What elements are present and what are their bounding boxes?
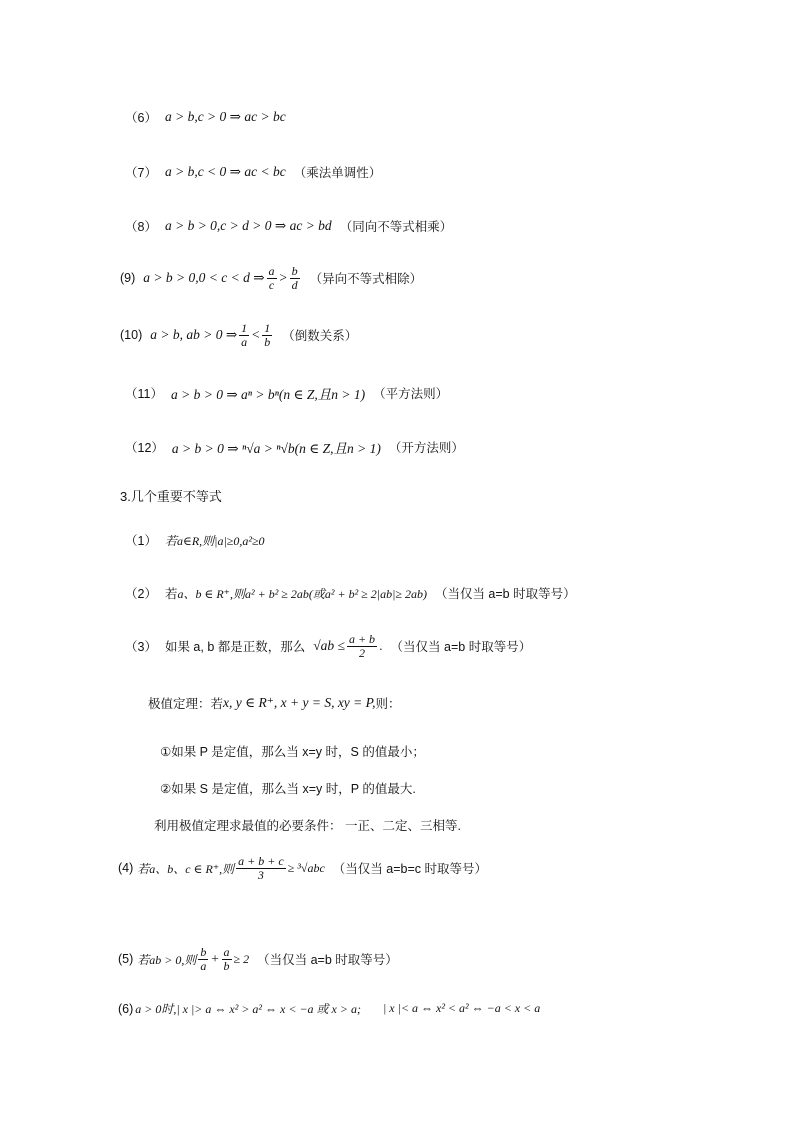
note: （平方法则）	[373, 387, 449, 401]
note: （乘法单调性）	[293, 166, 382, 180]
note: （倒数关系）	[282, 329, 358, 344]
item-number: （8）	[125, 220, 157, 234]
line-9	[120, 265, 422, 291]
fraction-b-over-a: $\frac{b}{a}$	[200, 945, 207, 973]
formula: 若a、b、c ∈ R⁺,则	[137, 861, 235, 876]
formula: ≥ ³√abc	[287, 860, 325, 875]
lead-text: 极值定理：若	[148, 697, 224, 711]
line-10	[120, 322, 357, 348]
line-7	[125, 163, 381, 181]
lead-text: 如果 a, b 都是正数，那么	[164, 640, 306, 655]
formula: a > b,c > 0 ⇒ ac > bc	[164, 109, 286, 124]
line-8	[125, 217, 452, 235]
item-number: （1）	[125, 534, 157, 548]
operator: +	[210, 951, 220, 967]
fraction-1-over-b: $\frac{1}{b}$	[264, 321, 271, 349]
operator: >	[278, 270, 288, 286]
ineq-6	[118, 1000, 540, 1017]
section-heading	[120, 486, 222, 505]
formula: x, y ∈ R⁺, x + y = S, xy = P,	[223, 695, 376, 710]
fraction-mean: $\frac{a + b}{2}$	[348, 632, 376, 660]
fraction-b-over-d: $\frac{b}{d}$	[291, 264, 298, 292]
note: （当仅当 a=b 时取等号）	[434, 587, 576, 601]
period: .	[379, 639, 383, 654]
formula: a > b > 0 ⇒ aⁿ > bⁿ(n ∈ Z,且n > 1)	[170, 387, 366, 402]
section-title: 3.几个重要不等式	[120, 489, 222, 504]
item-number: (4)	[118, 861, 134, 876]
item-number: （3）	[125, 640, 157, 655]
line-6	[125, 108, 286, 126]
fraction-a-over-b: $\frac{a}{b}$	[223, 945, 230, 973]
ineq-1	[125, 531, 265, 549]
formula: a > b > 0 ⇒ ⁿ√a > ⁿ√b(n ∈ Z,且n > 1)	[171, 441, 381, 456]
item-number: (6)	[118, 1001, 134, 1016]
condition-text: 利用极值定理求最值的必要条件： 一正、二定、三相等.	[154, 819, 461, 833]
note: （同向不等式相乘）	[339, 220, 453, 234]
formula: a > b > 0,0 < c < d ⇒	[143, 270, 265, 286]
item-number: (9)	[120, 271, 136, 286]
case-2	[160, 779, 416, 797]
item-number: （11）	[125, 387, 163, 401]
tail-text: 则：	[375, 697, 401, 711]
ineq-3	[125, 633, 531, 659]
note: （异向不等式相除）	[309, 272, 423, 287]
formula: 若a∈R,则|a|≥0,a²≥0	[164, 533, 265, 548]
note: （当仅当 a=b=c 时取等号）	[332, 862, 487, 877]
formula: 若ab > 0,则	[137, 952, 197, 967]
fraction-mean-3: $\frac{a + b + c}{3}$	[238, 854, 284, 882]
operator: <	[251, 327, 261, 343]
line-12	[125, 437, 464, 457]
necessary-conditions	[154, 816, 461, 834]
item-number: (5)	[118, 952, 134, 967]
ineq-2	[125, 584, 576, 602]
note: （当仅当 a=b 时取等号）	[390, 640, 532, 655]
ineq-5	[118, 946, 398, 972]
item-number: （6）	[125, 111, 157, 125]
note: （开方法则）	[388, 441, 464, 455]
item-number: （7）	[125, 166, 157, 180]
item-number: (10)	[120, 328, 143, 343]
formula: a > b, ab > 0 ⇒	[150, 327, 238, 343]
fraction-1-over-a: $\frac{1}{a}$	[241, 321, 248, 349]
formula: a > 0时,| x |> a ⇔ x² > a² ⇔ x < −a 或 x > a;	[135, 1002, 361, 1016]
formula: a > b > 0,c > d > 0 ⇒ ac > bd	[164, 218, 332, 233]
item-number: （12）	[125, 441, 164, 455]
formula: √ab ≤	[313, 638, 345, 654]
formula: ≥ 2	[233, 951, 250, 966]
note: （当仅当 a=b 时取等号）	[257, 953, 398, 968]
extreme-theorem	[148, 694, 401, 712]
case-text: ②如果 S 是定值，那么当 x=y 时，P 的值最大.	[160, 782, 416, 796]
line-11	[125, 383, 448, 403]
item-number: （2）	[125, 587, 157, 601]
lead-text: 若	[164, 587, 178, 601]
ineq-4	[118, 855, 487, 881]
fraction-a-over-c: $\frac{a}{c}$	[268, 264, 275, 292]
formula: | x |< a ⇔ x² < a² ⇔ −a < x < a	[382, 1001, 541, 1015]
case-1	[160, 742, 425, 760]
formula: a、b ∈ R⁺,则a² + b² ≥ 2ab(或a² + b² ≥ 2|ab|≥ 2ab)	[177, 586, 427, 601]
case-text: ①如果 P 是定值，那么当 x=y 时，S 的值最小；	[160, 745, 425, 759]
formula: a > b,c < 0 ⇒ ac < bc	[164, 164, 286, 179]
